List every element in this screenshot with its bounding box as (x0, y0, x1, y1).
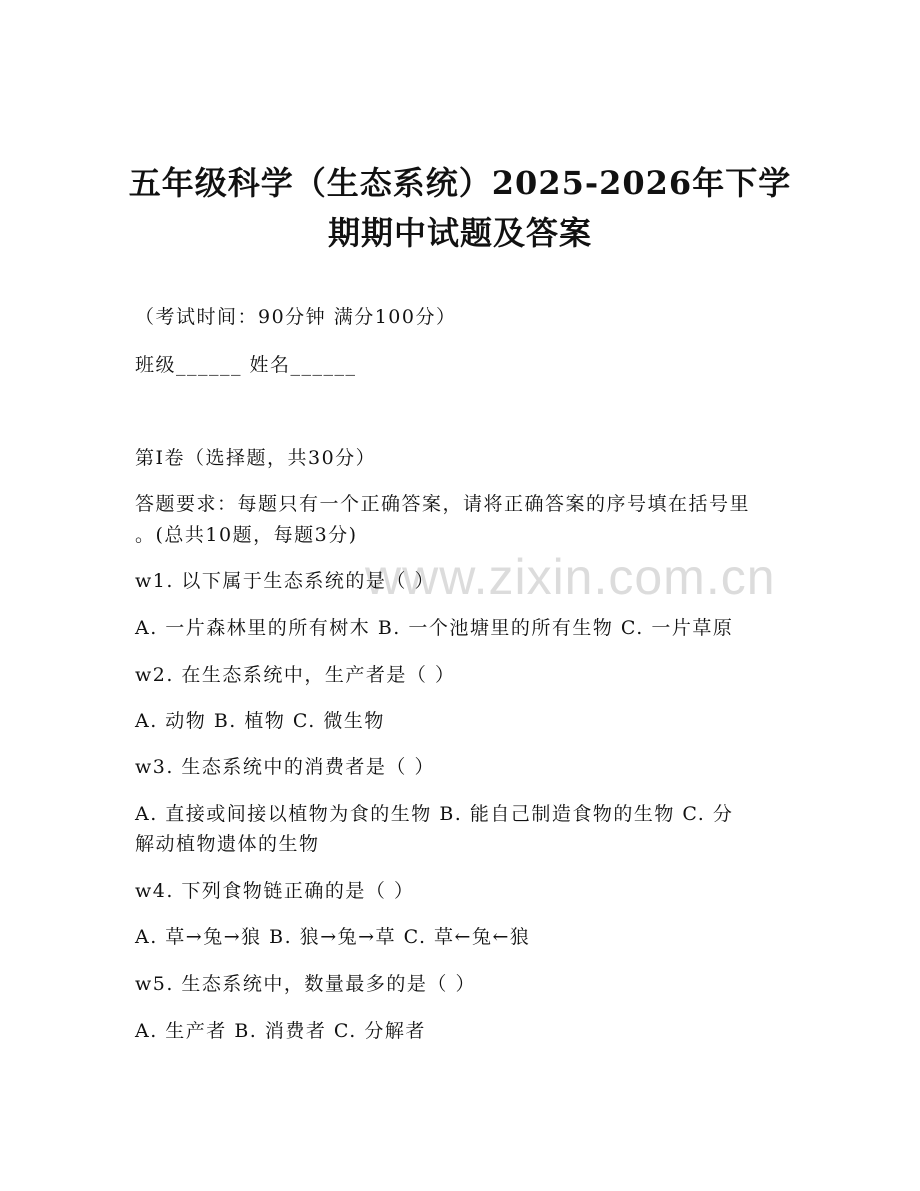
document-title-line-2: 期期中试题及答案 (327, 214, 592, 252)
exam-meta: （考试时间：90分钟 满分100分） (135, 306, 457, 328)
question-5-stem: w5. 生态系统中，数量最多的是（ ） (135, 973, 476, 995)
question-3-stem: w3. 生态系统中的消费者是（ ） (135, 756, 435, 778)
question-2-stem: w2. 在生态系统中，生产者是（ ） (135, 664, 456, 686)
section-heading: 第I卷（选择题，共30分） (135, 447, 377, 469)
question-3-options: A. 直接或间接以植物为食的生物 B. 能自己制造食物的生物 C. 分 (135, 803, 734, 825)
question-2-options: A. 动物 B. 植物 C. 微生物 (135, 710, 385, 732)
question-3-options-continued: 解动植物遗体的生物 (135, 833, 320, 855)
question-1-options: A. 一片森林里的所有树木 B. 一个池塘里的所有生物 C. 一片草原 (135, 617, 734, 639)
class-name-fields: 班级______ 姓名______ (135, 354, 357, 376)
instructions-line-2: 。(总共10题，每题3分) (135, 524, 358, 546)
question-1-stem: w1. 以下属于生态系统的是（ ） (135, 570, 435, 592)
question-4-options: A. 草→兔→狼 B. 狼→兔→草 C. 草←兔←狼 (135, 926, 531, 948)
question-4-stem: w4. 下列食物链正确的是（ ） (135, 880, 415, 902)
question-5-options: A. 生产者 B. 消费者 C. 分解者 (135, 1020, 426, 1042)
watermark: www.zixin.com.cn (365, 549, 776, 605)
instructions-line-1: 答题要求：每题只有一个正确答案，请将正确答案的序号填在括号里 (135, 493, 751, 515)
document-title-line-1: 五年级科学（生态系统）2025-2026年下学 (128, 164, 792, 202)
